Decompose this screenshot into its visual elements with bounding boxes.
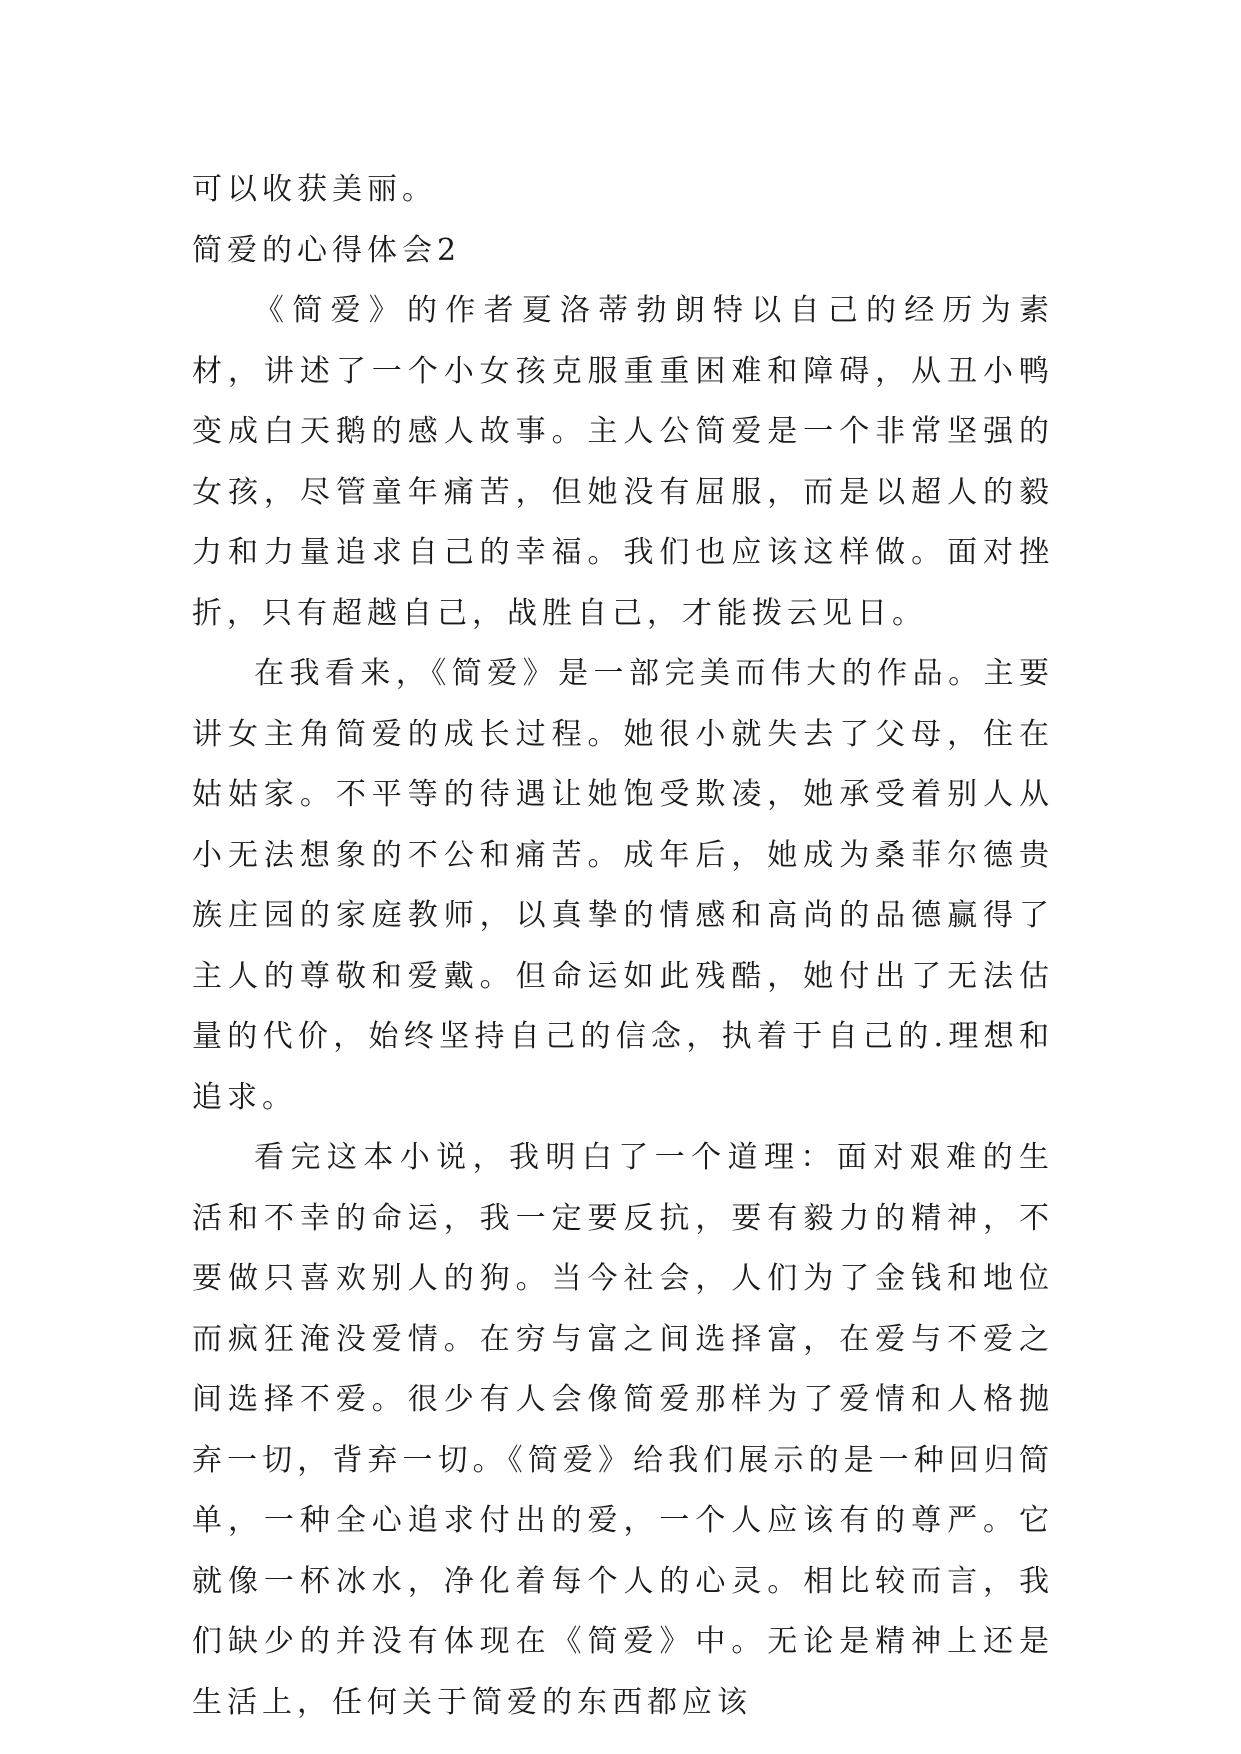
section-heading: 简爱的心得体会2 [192, 232, 462, 268]
paragraph-3: 看完这本小说，我明白了一个道理：面对艰难的生活和不幸的命运，我一定要反抗，要有毅力的精神，不要做只喜欢别人的狗。当今社会，人们为了金钱和地位而疯狂淹没爱情。在穷与富之间选择富，在爱与不爱之间选择不爱。很少有人会像简爱那样为了爱情和人格抛弃一切，背弃一切。《简爱》给我们展示的是一种回归简单，一种全心追求付出的爱，一个人应该有的尊严。它就像一杯冰水，净化着每个人的心灵。相比较而言，我们缺少的并没有体现在《简爱》中。无论是精神上还是生活上，任何关于简爱的东西都应该 [192, 1140, 1054, 1720]
document-body [192, 160, 1054, 1733]
paragraph-2: 在我看来，《简爱》是一部完美而伟大的作品。主要讲女主角简爱的成长过程。她很小就失去了父母，住在姑姑家。不平等的待遇让她饱受欺凌，她承受着别人从小无法想象的不公和痛苦。成年后，她成为桑菲尔德贵族庄园的家庭教师，以真挚的情感和高尚的品德赢得了主人的尊敬和爱戴。但命运如此残酷，她付出了无法估量的代价，始终坚持自己的信念，执着于自己的.理想和追求。 [192, 656, 1054, 1115]
paragraph-1: 《简爱》的作者夏洛蒂勃朗特以自己的经历为素材，讲述了一个小女孩克服重重困难和障碍，从丑小鸭变成白天鹅的感人故事。主人公简爱是一个非常坚强的女孩，尽管童年痛苦，但她没有屈服，而是以超人的毅力和力量追求自己的幸福。我们也应该这样做。面对挫折，只有超越自己，战胜自己，才能拨云见日。 [192, 293, 1054, 631]
lead-line: 可以收获美丽。 [192, 172, 437, 207]
